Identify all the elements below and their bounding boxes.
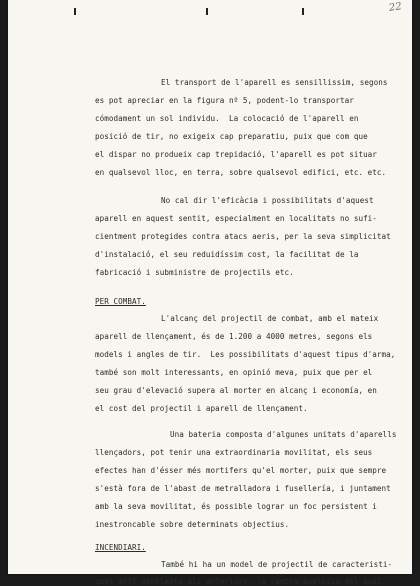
text-line: ques molt semblants als anteriors, la cambra-explosiu del qual: [95, 577, 382, 586]
document-page: [8, 0, 412, 586]
text-line: fabricació i subministre de projectils etc.: [95, 268, 294, 277]
text-line: posició de tir, no exigeix cap preparatiu, puix que com que: [95, 132, 368, 141]
text-line: seu grau d'elevació supera al morter en alcanç i economía, en: [95, 386, 377, 395]
text-line: llençadors, pot tenir una extraordinaria movilitat, els seus: [95, 448, 373, 457]
text-line: inestroncable sobre determinats objectius.: [95, 520, 290, 529]
binder-hole-mark: [302, 8, 304, 15]
text-line: El transport de l'aparell es sensillissim, segons: [161, 78, 388, 87]
text-line: També hi ha un model de projectil de caracteristi-: [161, 560, 393, 569]
text-line: també son molt interessants, en opinió meva, puix que per el: [95, 368, 373, 377]
text-line: el cost del projectil i aparell de llençament.: [95, 404, 308, 413]
text-line: cómodament un sol individu. La colocació de l'aparell en: [95, 114, 359, 123]
section-heading: PER COMBAT.: [95, 297, 146, 306]
text-line: s'està fora de l'abast de metralladora i fusellería, i juntament: [95, 484, 391, 493]
binder-hole-mark: [74, 8, 76, 15]
text-line: amb la seva movilitat, és possible lograr un foc persistent i: [95, 502, 377, 511]
text-line: aparell en aquest sentit, especialment en localitats no sufi-: [95, 214, 377, 223]
text-line: en qualsevol lloc, en terra, sobre qualsevol edifici, etc. etc.: [95, 168, 387, 177]
text-line: d'instalació, el seu reduidíssim cost, la facilitat de la: [95, 250, 359, 259]
text-line: L'alcanç del projectil de combat, amb el mateix: [161, 314, 379, 323]
section-heading: INCENDIARI.: [95, 543, 146, 552]
text-line: models i angles de tir. Les possibilitats d'aquest tipus d'arma,: [95, 350, 396, 359]
text-line: es pot apreciar en la figura nº 5, podent-lo transportar: [95, 96, 354, 105]
handwritten-page-number: 22: [388, 1, 403, 14]
text-line: aparell de llençament, és de 1.200 a 4000 metres, segons els: [95, 332, 373, 341]
text-line: cientment protegides contra atacs aeris, per la seva simplicitat: [95, 232, 391, 241]
binder-hole-mark: [206, 8, 208, 15]
text-line: No cal dir l'eficàcia i possibilitats d'aquest: [161, 196, 374, 205]
text-line: efectes han d'ésser més mortifers qu'el morter, puix que sempre: [95, 466, 387, 475]
text-line: Una bateria composta d'algunes unitats d'aparells: [170, 430, 397, 439]
text-line: el dispar no produeix cap trepidació, l'aparell es pot situar: [95, 150, 377, 159]
